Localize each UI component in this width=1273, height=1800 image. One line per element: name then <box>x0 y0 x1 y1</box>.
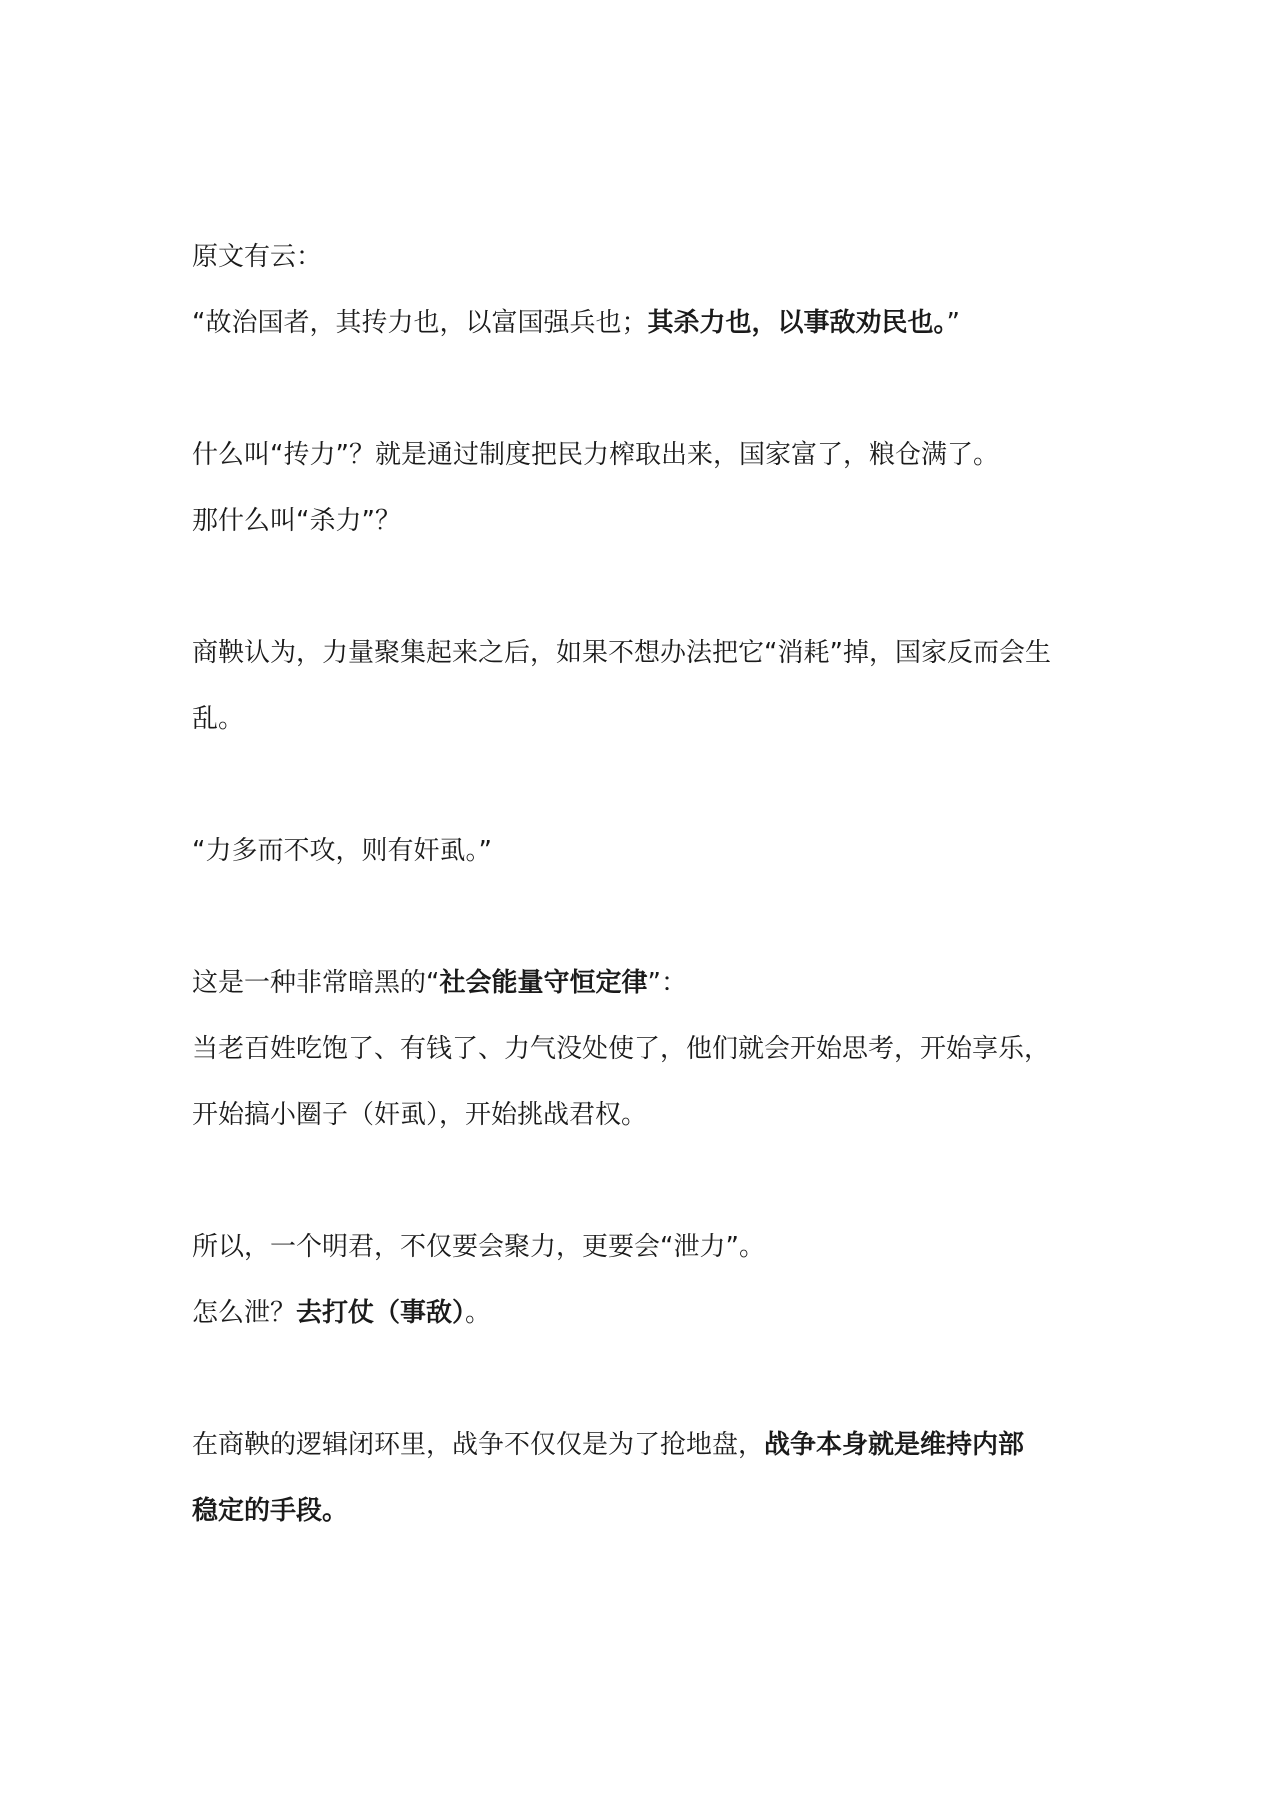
people-line-2 <box>192 1098 647 1132</box>
energy-law-suffix: ”： <box>647 968 687 998</box>
question-tuanli-line <box>192 438 999 472</box>
question-tuanli-text: 什么叫“抟力”？就是通过制度把民力榨取出来，国家富了，粮仓满了。 <box>192 440 999 470</box>
quote-line <box>192 306 960 340</box>
quote-jianshi-text: “力多而不攻，则有奸虱。” <box>192 836 492 866</box>
shangyang-view-text-1: 商鞅认为，力量聚集起来之后，如果不想办法把它“消耗”掉，国家反而会生 <box>192 638 1051 668</box>
war-logic-bold-1: 战争本身就是维持内部 <box>764 1430 1025 1460</box>
intro-text: 原文有云： <box>192 242 323 272</box>
intro-line <box>192 240 322 274</box>
war-logic-text-1: 在商鞅的逻辑闭环里，战争不仅仅是为了抢地盘， <box>192 1430 765 1460</box>
people-line-1 <box>192 1032 1050 1066</box>
shangyang-view-text-2: 乱。 <box>192 704 245 734</box>
wise-ruler-line <box>192 1230 765 1264</box>
how-to-release-prefix: 怎么泄？ <box>192 1298 297 1328</box>
wise-ruler-text: 所以，一个明君，不仅要会聚力，更要会“泄力”。 <box>192 1232 765 1262</box>
war-logic-bold-2: 稳定的手段。 <box>192 1496 349 1526</box>
war-logic-line-1 <box>192 1428 1024 1462</box>
shangyang-view-line-1 <box>192 636 1051 670</box>
war-logic-line-2 <box>192 1494 348 1528</box>
people-text-1: 当老百姓吃饱了、有钱了、力气没处使了，他们就会开始思考，开始享乐， <box>192 1034 1051 1064</box>
quote-text-bold: 其杀力也，以事敌劝民也。 <box>647 308 947 338</box>
energy-law-bold: 社会能量守恒定律 <box>439 968 648 998</box>
how-to-release-bold: 去打仗（事敌） <box>296 1298 466 1328</box>
quote-close-mark: ” <box>946 308 960 338</box>
how-to-release-suffix: 。 <box>465 1298 492 1328</box>
energy-law-prefix: 这是一种非常暗黑的“ <box>192 968 440 998</box>
question-shali-text: 那什么叫“杀力”？ <box>192 506 401 536</box>
quote-jianshi-line <box>192 834 492 868</box>
how-to-release-line <box>192 1296 491 1330</box>
quote-text-regular: “故治国者，其抟力也，以富国强兵也； <box>192 308 648 338</box>
shangyang-view-line-2 <box>192 702 244 736</box>
energy-law-line <box>192 966 687 1000</box>
people-text-2: 开始搞小圈子（奸虱），开始挑战君权。 <box>192 1100 648 1130</box>
question-shali-line <box>192 504 401 538</box>
